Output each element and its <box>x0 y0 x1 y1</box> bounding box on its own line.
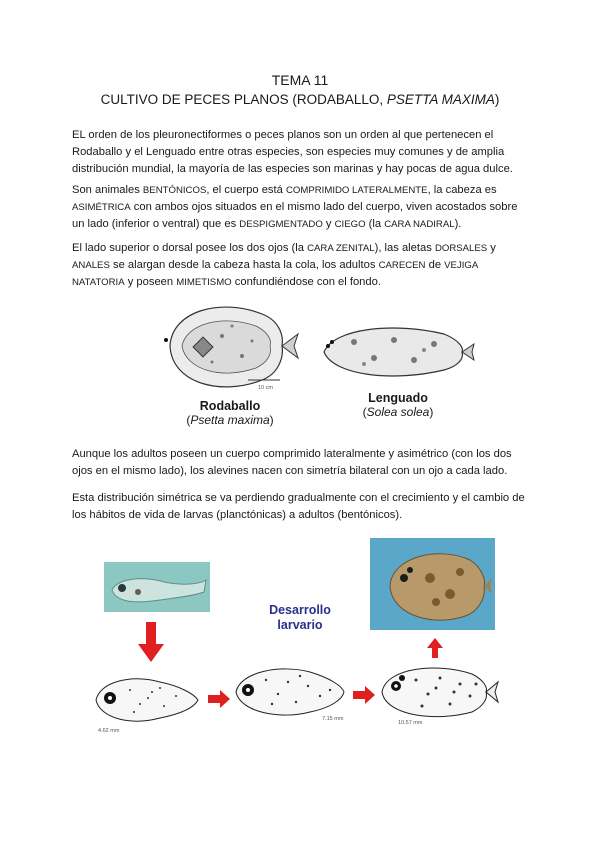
arrow-up-icon <box>427 638 443 658</box>
text-run: ). <box>454 218 462 230</box>
keyword-dorsales: DORSALES <box>434 243 488 254</box>
paren-close: ) <box>429 405 434 419</box>
lenguado-label <box>338 391 458 419</box>
development-title-line1: Desarrollo <box>269 603 331 617</box>
text-run: se alargan desde la cabeza hasta la cola, los adultos <box>109 259 379 271</box>
paren-close: ) <box>269 413 274 427</box>
subtitle-close: ) <box>494 92 500 107</box>
rodaballo-label <box>160 399 300 427</box>
page-subtitle <box>0 92 600 107</box>
text-run: con ambos ojos situados en el mismo lado del cuerpo, viven acostados sobre un lado (inferior o ventral) que es <box>72 201 518 230</box>
keyword-cara-zenital: CARA ZENITAL <box>307 243 375 254</box>
paragraph-dorsal <box>72 240 528 291</box>
keyword-vejiga: VEJIGA NATATORIA <box>72 260 478 288</box>
paragraph-distribucion: Esta distribución simétrica se va perdiendo gradualmente con el crecimiento y el cambio de los hábitos de vida de larvas (planctónicas) a adultos (bentónicos). <box>72 492 525 521</box>
keyword-bentonicos: BENTÓNICOS <box>142 185 207 196</box>
text-run: ), las aletas <box>374 242 435 254</box>
larva-stage-2 <box>230 662 348 724</box>
text-run: y <box>487 242 496 254</box>
text-run: y poseen <box>124 276 177 288</box>
paragraph-features <box>72 182 528 233</box>
text-run: confundiéndose con el fondo. <box>231 276 381 288</box>
keyword-carecen: CARECEN <box>378 260 426 271</box>
text-run: El lado superior o dorsal posee los dos ojos (la <box>72 242 308 254</box>
arrow-right-icon <box>208 690 230 708</box>
text-run: , el cuerpo está <box>206 184 286 196</box>
juvenile-flatfish-photo <box>370 538 495 630</box>
paragraph-intro: EL orden de los pleuronectiformes o peces planos son un orden al que pertenecen el Rodaballo y el Lenguado entre otras especies, son especies muy comunes y de amplia distribución mundial, la mayoría de las especies son marinas y hay pocas de agua dulce. <box>72 129 513 175</box>
text-run: y <box>322 218 335 230</box>
larva-stage-3 <box>376 660 500 724</box>
scale-stage-1: 4.62 mm <box>98 728 120 734</box>
development-title-line2: larvario <box>277 618 323 632</box>
keyword-cara-nadiral: CARA NADIRAL <box>384 219 455 230</box>
development-title <box>250 603 350 633</box>
arrow-right-icon <box>353 686 375 704</box>
text-run: Son animales <box>72 184 143 196</box>
subtitle-species: PSETTA MAXIMA <box>386 92 495 107</box>
lenguado-sci-name: Solea solea <box>366 405 430 419</box>
page-title: TEMA 11 <box>271 72 329 88</box>
keyword-mimetismo: MIMETISMO <box>176 277 232 288</box>
larva-photo <box>104 562 210 612</box>
larva-stage-1 <box>90 668 202 732</box>
rodaballo-illustration <box>152 296 302 398</box>
rodaballo-sci-name: Psetta maxima <box>190 413 270 427</box>
rodaballo-scale: 10 cm <box>258 385 273 391</box>
paragraph-alevines: Aunque los adultos poseen un cuerpo comprimido lateralmente y asimétrico (con los dos ojos en el mismo lado), los alevines nacen con simetría bilateral con un ojo a cada lado. <box>72 448 512 477</box>
scale-stage-3: 10.57 mm <box>398 720 423 726</box>
paren-open: ( <box>362 405 367 419</box>
lenguado-illustration <box>314 318 476 388</box>
text-run: de <box>425 259 445 271</box>
scale-stage-2: 7.15 mm <box>322 716 344 722</box>
keyword-asimetrica: ASIMÉTRICA <box>72 202 131 213</box>
subtitle-main: CULTIVO DE PECES PLANOS (RODABALLO, <box>100 92 387 107</box>
keyword-ciego: CIEGO <box>334 219 366 230</box>
lenguado-name: Lenguado <box>368 391 428 405</box>
text-run: , la cabeza es <box>427 184 497 196</box>
text-run: (la <box>365 218 385 230</box>
keyword-despigmentado: DESPIGMENTADO <box>239 219 323 230</box>
paren-open: ( <box>186 413 191 427</box>
keyword-comprimido: COMPRIMIDO LATERALMENTE <box>285 185 428 196</box>
keyword-anales: ANALES <box>72 260 110 271</box>
arrow-down-icon <box>138 622 164 662</box>
rodaballo-name: Rodaballo <box>199 399 261 413</box>
